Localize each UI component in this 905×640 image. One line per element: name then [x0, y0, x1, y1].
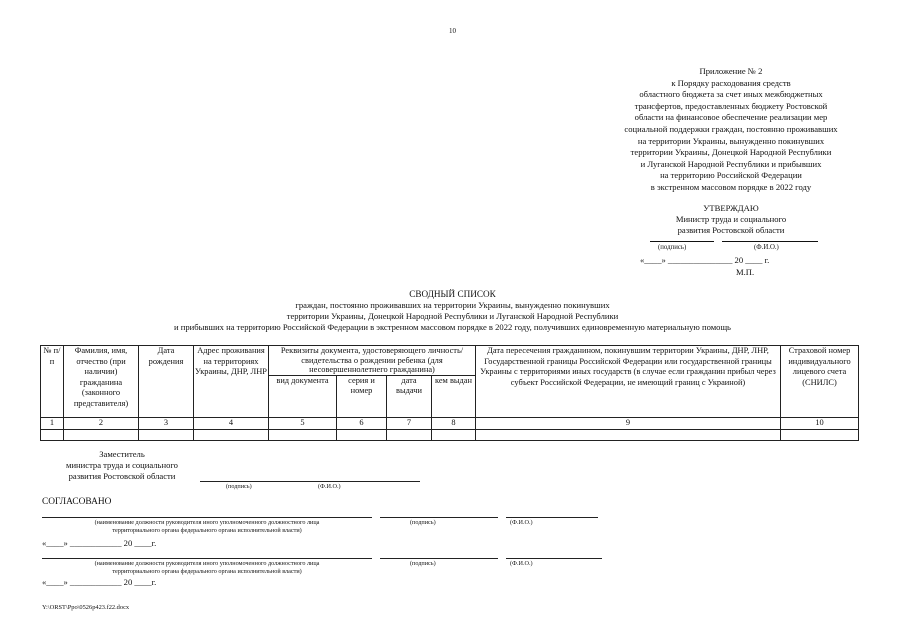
agreed-name-caption: (Ф.И.О.): [510, 560, 533, 567]
deputy-signature-caption: (подпись): [226, 483, 252, 490]
appendix-line: Приложение № 2: [699, 66, 763, 76]
table-cell: [41, 429, 64, 440]
position-caption-line: (наименование должности руководителя иного уполномоченного должностного лица: [94, 560, 320, 567]
stamp-label: М.П.: [736, 267, 755, 277]
appendix-line: на территории Украины, вынужденно покинувших: [637, 135, 825, 146]
table-cell: [64, 429, 139, 440]
column-number: 4: [194, 417, 269, 429]
column-number: 2: [64, 417, 139, 429]
column-number: 7: [387, 417, 432, 429]
approval-position-line2: развития Ростовской области: [677, 225, 785, 236]
table-cell: [139, 429, 194, 440]
agreed-name-caption: (Ф.И.О.): [510, 519, 533, 526]
appendix-line: трансфертов, предоставленных бюджету Ростовской: [634, 100, 828, 111]
appendix-line: на территорию Российской Федерации: [660, 170, 802, 181]
subtitle-line: граждан, постоянно проживавших на территории Украины, вынужденно покинувших: [295, 300, 610, 310]
appendix-line: и Луганской Народной Республики и прибывших: [640, 158, 822, 169]
header-fio: Фамилия, имя, отчество (при наличии) гражданина (законного представителя): [64, 346, 139, 418]
appendix-block: [597, 66, 865, 194]
agreed-heading: СОГЛАСОВАНО: [42, 497, 112, 507]
deputy-line2: министра труда и социального: [66, 460, 178, 470]
page-number: 10: [449, 27, 456, 35]
approval-date-line: «____» _______________ 20 ____ г.: [640, 255, 770, 265]
approval-position-line1: Министр труда и социального: [675, 214, 787, 225]
deputy-line3: развития Ростовской области: [68, 471, 176, 481]
document-subtitle: [0, 300, 905, 334]
position-caption-line: территориального органа федерального органа исполнительной власти): [112, 568, 302, 575]
column-number: 1: [41, 417, 64, 429]
subtitle-line: территории Украины, Донецкой Народной Республики и Луганской Народной Республики: [286, 311, 619, 322]
file-path: Y:\ORST\Ppo\0526p423.f22.docx: [42, 604, 130, 611]
appendix-line: к Порядку расходования средств: [671, 77, 791, 88]
position-caption-line: территориального органа федерального органа исполнительной власти): [112, 527, 302, 534]
column-number: 10: [781, 417, 859, 429]
subtitle-line: и прибывших на территорию Российской Федерации в экстренном массовом порядке в 2022 году, получивших единовременную материальную помощь: [174, 322, 731, 333]
header-crossing-date: Дата пересечения гражданином, покинувшим территории Украины, ДНР, ЛНР, Государственной границы Российской Федерации или государственной границы Украины с территориями иных государств (в случае если гражданин прибыл через субъект Российской Федерации, не имеющий границ с Украиной): [476, 346, 781, 418]
approval-name-caption: (Ф.И.О.): [754, 244, 779, 251]
header-num: № п/п: [41, 346, 64, 418]
header-doc-date: дата выдачи: [387, 375, 432, 417]
table-cell: [337, 429, 387, 440]
header-address: Адрес проживания на территориях Украины, ДНР, ЛНР: [194, 346, 269, 418]
deputy-name-caption: (Ф.И.О.): [318, 483, 341, 490]
table-cell: [269, 429, 337, 440]
summary-table: [40, 345, 859, 441]
document-title: СВОДНЫЙ СПИСОК: [409, 289, 496, 299]
column-number: 3: [139, 417, 194, 429]
deputy-signature-line: [200, 481, 420, 482]
header-document-group: Реквизиты документа, удостоверяющего личность/ свидетельства о рождении ребенка (для несовершеннолетнего гражданина): [269, 346, 476, 376]
column-number: 5: [269, 417, 337, 429]
header-doc-issuer: кем выдан: [432, 375, 476, 417]
agreed-date-line: «____» ____________ 20 ____г.: [42, 538, 157, 548]
agreed-signature-line: [380, 558, 498, 559]
header-snils: Страховой номер индивидуального лицевого счета (СНИЛС): [781, 346, 859, 418]
column-number: 9: [476, 417, 781, 429]
agreed-name-line: [506, 558, 602, 559]
position-caption-line: (наименование должности руководителя иного уполномоченного должностного лица: [94, 519, 320, 526]
agreed-signature-line: [380, 517, 498, 518]
header-doc-series: серия и номер: [337, 375, 387, 417]
deputy-block: [42, 449, 202, 482]
agreed-position-line: [42, 558, 372, 559]
agreed-position-caption: [42, 560, 372, 576]
table-cell: [476, 429, 781, 440]
agreed-date-line: «____» ____________ 20 ____г.: [42, 577, 157, 587]
table-cell: [194, 429, 269, 440]
column-number: 8: [432, 417, 476, 429]
appendix-line: территории Украины, Донецкой Народной Республики: [630, 147, 832, 158]
header-birth-date: Дата рождения: [139, 346, 194, 418]
agreed-position-line: [42, 517, 372, 518]
table-row: [41, 429, 859, 440]
table-cell: [432, 429, 476, 440]
appendix-line: в экстренном массовом порядке в 2022 году: [650, 181, 812, 192]
header-doc-type: вид документа: [269, 375, 337, 417]
approval-name-line: [722, 241, 818, 242]
approval-signature-caption: (подпись): [658, 244, 687, 251]
appendix-line: областного бюджета за счет иных межбюджетных: [639, 89, 823, 100]
deputy-line1: Заместитель: [99, 449, 145, 459]
approval-signature-line: [650, 241, 714, 242]
appendix-line: области на финансовое обеспечение реализации мер: [634, 112, 828, 123]
approval-block: [597, 203, 865, 237]
agreed-signature-caption: (подпись): [410, 560, 436, 567]
table-cell: [781, 429, 859, 440]
agreed-position-caption: [42, 519, 372, 535]
agreed-signature-caption: (подпись): [410, 519, 436, 526]
table-cell: [387, 429, 432, 440]
agreed-name-line: [506, 517, 598, 518]
appendix-line: социальной поддержки граждан, постоянно проживавших: [624, 123, 838, 134]
column-number: 6: [337, 417, 387, 429]
approval-heading: УТВЕРЖДАЮ: [703, 203, 759, 213]
